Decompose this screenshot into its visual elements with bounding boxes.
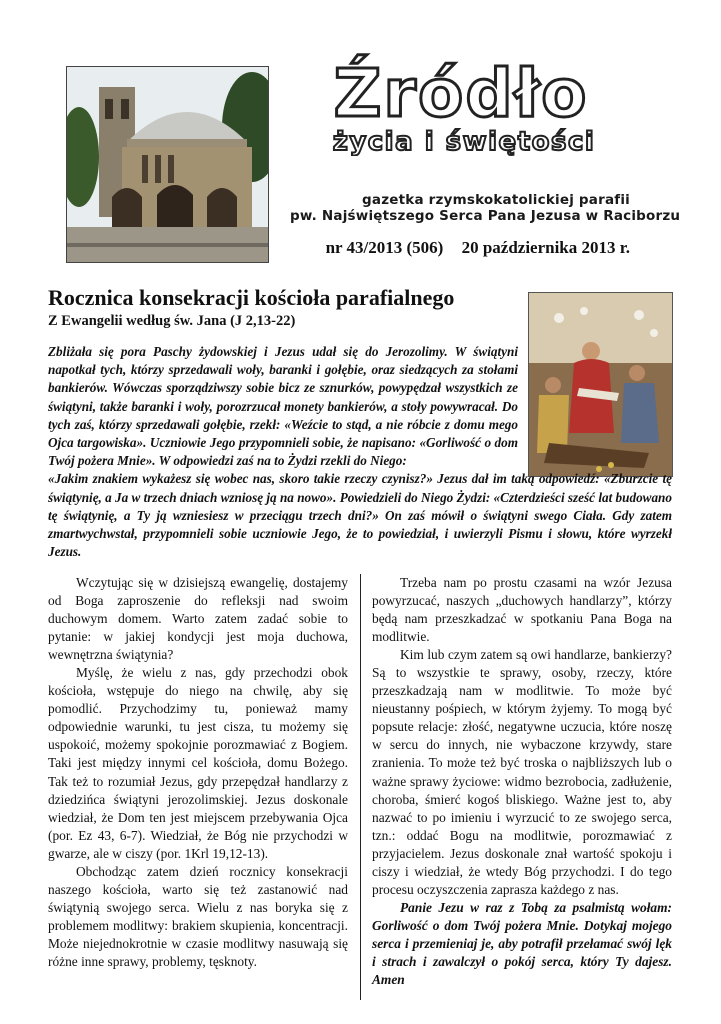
church-photo	[66, 66, 269, 263]
tagline-line-2: pw. Najświętszego Serca Pana Jezusa w Raciborzu	[290, 208, 681, 224]
gospel-text-full: «Jakim znakiem wykażesz się wobec nas, skoro takie rzeczy czynisz?» Jezus dał im taką odpowiedź: «Zburzcie tę świątynię, a Ja w trzech dniach wzniosę ją na nowo». Powiedzieli do Niego Żydzi: «Czterdzieści sześć lat budowano tę świątynię, a Ty ją wzniesiesz w przeciągu trzech dni?» On zaś mówił o świątyni swego Ciała. Gdy zatem zmartwychwstał, przypomnieli sobie uczniowie Jego, że to powiedział, i uwierzyli Pismu i słowu, które wyrzekł Jezus.	[48, 471, 672, 560]
masthead-tagline	[290, 192, 681, 224]
logo-subtitle: życia i świętości	[332, 127, 596, 156]
paragraph: Myślę, że wielu z nas, gdy przechodzi obok kościoła, wstępuje do niego na chwilę, aby się pomodlić. Przychodzimy tu, ponieważ mamy odpowiednie warunki, tu jest cisza, tu możemy się uspokoić, możemy spokojnie porozmawiać z Bogiem. Taki jest między innymi cel kościoła, domu Bożego. Tak też to rozumiał Jezus, gdy przepędzał handlarzy z dziedzińca świątyni jerozolimskiej. Jezus doskonale wiedział, że Dom ten jest miejscem przebywania Ojca (por. Ez 43, 6-7). Wiedział, że Bóg nie przychodzi w gwarze, ale w ciszy (por. 1Krl 19,12-13).	[48, 665, 348, 861]
issue-date: 20 października 2013 r.	[461, 238, 630, 257]
paragraph: Wczytując się w dzisiejszą ewangelię, dostajemy od Boga zaproszenie do refleksji nad swoim duchowym domem. Warto zatem zadać sobie to pytanie: w jakiej kondycji jest moja duchowa, wewnętrzna świątynia?	[48, 575, 348, 663]
article-subtitle: Z Ewangelii według św. Jana (J 2,13-22)	[48, 313, 296, 329]
issue-number: nr 43/2013 (506)	[325, 238, 444, 257]
masthead-logo	[286, 52, 636, 156]
paragraph: Trzeba nam po prostu czasami na wzór Jezusa powyrzucać, naszych „duchowych handlarzy”, którzy będą nam przeszkadzać w spotkaniu Pana Boga na modlitwie.	[372, 575, 672, 645]
column-divider	[360, 574, 361, 1000]
logo-title: Źródło	[333, 55, 589, 132]
column-left	[48, 574, 348, 971]
gospel-text-wrapped: Zbliżała się pora Paschy żydowskiej i Jezus udał się do Jerozolimy. W świątyni napotkał tych, którzy sprzedawali woły, baranki i gołębie, oraz siedzących za stołami bankierów. Wówczas sporządziwszy sobie bicz ze sznurków, powypędzał wszystkich ze świątyni, także baranki i woły, porozrzucał monety bankierów, a stoły powywracał. Do tych zaś, którzy sprzedawali gołębie, rzekł: «Weźcie to stąd, a nie róbcie z domu mego Ojca targowiska». Uczniowie Jego przypomnieli sobie, że napisano: «Gorliwość o dom Twój pożera Mnie». W odpowiedzi zaś na to Żydzi rzekli do Niego:	[48, 344, 518, 469]
closing-prayer: Panie Jezu w raz z Tobą za psalmistą wołam: Gorliwość o dom Twój pożera Mnie. Dotykaj mojego serca i przemieniaj je, aby potrafił przełamać swój lęk i strach i zawalczył o pokój serca, który Ty dajesz. Amen	[372, 899, 672, 988]
paragraph: Obchodząc zatem dzień rocznicy konsekracji naszego kościoła, warto się też zastanowić nad świątynią swojego serca. Wielu z nas boryka się z problemem modlitwy: brakiem skupienia, koncentracji. Może niejednokrotnie w czasie modlitwy nasuwają się różne inne sprawy, problemy, tęsknoty.	[48, 863, 348, 969]
paragraph: Kim lub czym zatem są owi handlarze, bankierzy? Są to wszystkie te sprawy, osoby, rzeczy, które przeszkadzają nam w modlitwie. To może być nieustanny pośpiech, w którym żyjemy. To mogą być popsute relacje: złość, negatywne uczucia, które noszę w sercu do innych, nie wybaczone krzywdy, stare zranienia. To może też być troska o najbliższych lub o ważne sprawy życiowe: widmo bezrobocia, zadłużenie, choroba, śmierć kogoś bliskiego. Ważne jest to, aby nazwać to po imieniu i wyrzucić to ze swojego serca, tzn.: oddać Bogu na modlitwie, porozmawiać z przyjacielem. Jezus doskonale znał wartość spokoju i ciszy i wiedział, że wtedy Bóg przychodzi. I do tego procesu oczyszczenia zaprasza każdego z nas.	[372, 647, 672, 897]
issue-line	[300, 238, 630, 258]
column-right	[372, 574, 672, 989]
gospel-passage	[48, 343, 672, 561]
article-title: Rocznica konsekracji kościoła parafialnego	[48, 285, 455, 310]
tagline-line-1: gazetka rzymskokatolickiej parafii	[362, 192, 630, 208]
